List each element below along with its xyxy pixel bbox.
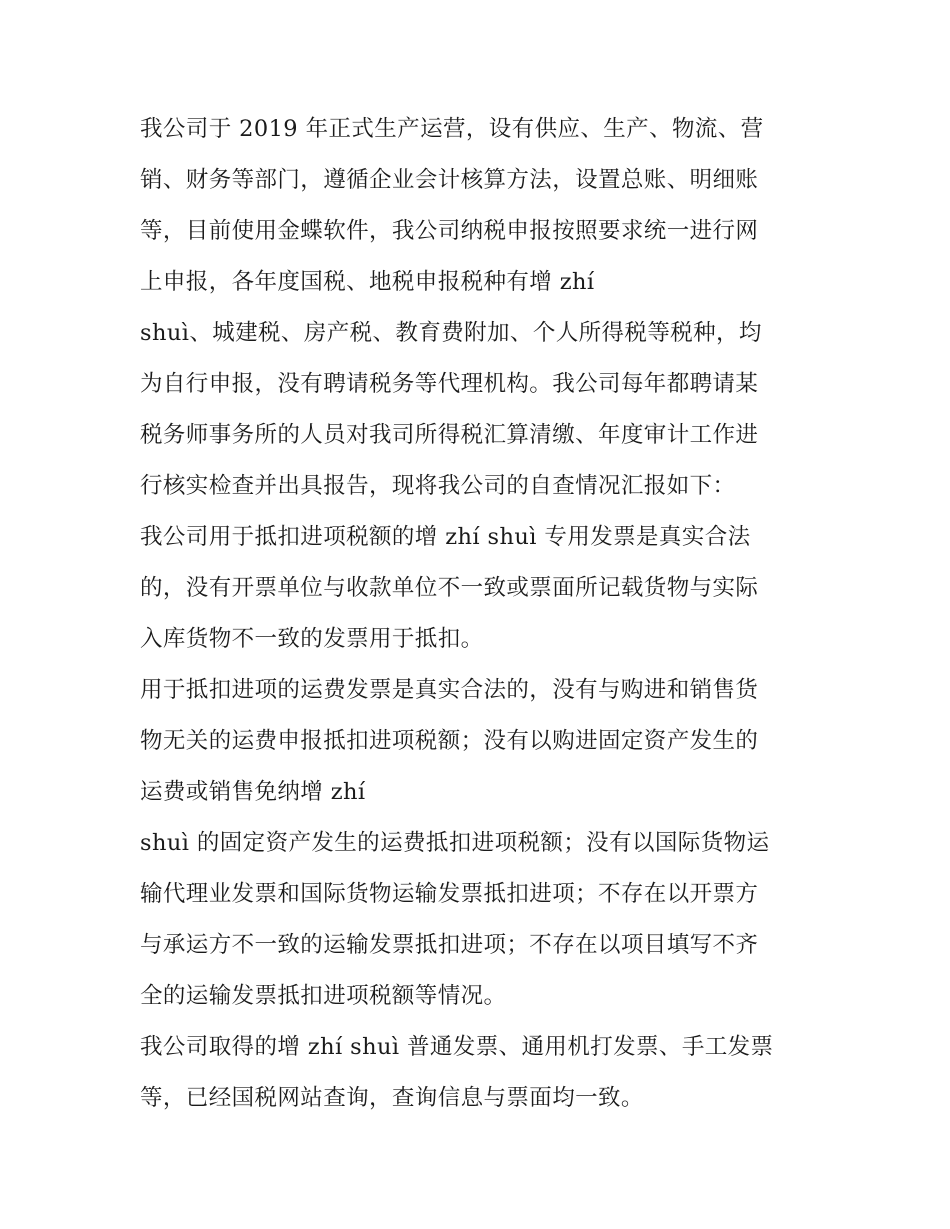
text-line: 运费或销售免纳增 zhí [140, 779, 366, 805]
text-line: shuì、城建税、房产税、教育费附加、个人所得税等税种，均 [140, 320, 762, 346]
text-line: 用于抵扣进项的运费发票是真实合法的，没有与购进和销售货 [140, 677, 759, 703]
text-line: 等，已经国税网站查询，查询信息与票面均一致。 [140, 1085, 644, 1111]
text-line: 入库货物不一致的发票用于抵扣。 [140, 626, 484, 652]
text-line: 的，没有开票单位与收款单位不一致或票面所记载货物与实际 [140, 575, 759, 601]
text-line: 为自行申报，没有聘请税务等代理机构。我公司每年都聘请某 [140, 371, 759, 397]
text-line: 物无关的运费申报抵扣进项税额；没有以购进固定资产发生的 [140, 728, 759, 754]
text-line: 全的运输发票抵扣进项税额等情况。 [140, 983, 507, 1009]
text-line: 税务师事务所的人员对我司所得税汇算清缴、年度审计工作进 [140, 422, 759, 448]
text-line: 与承运方不一致的运输发票抵扣进项；不存在以项目填写不齐 [140, 932, 759, 958]
text-line: 我公司取得的增 zhí shuì 普通发票、通用机打发票、手工发票 [140, 1034, 774, 1060]
text-line: 上申报，各年度国税、地税申报税种有增 zhí [140, 269, 595, 295]
text-line: 我公司用于抵扣进项税额的增 zhí shuì 专用发票是真实合法 [140, 524, 751, 550]
text-line: 行核实检查并出具报告，现将我公司的自查情况汇报如下： [140, 473, 736, 499]
text-line: 我公司于 2019 年正式生产运营，设有供应、生产、物流、营 [140, 116, 764, 142]
text-line: shuì 的固定资产发生的运费抵扣进项税额；没有以国际货物运 [140, 830, 770, 856]
text-line: 等，目前使用金蝶软件，我公司纳税申报按照要求统一进行网 [140, 218, 759, 244]
document-body [140, 104, 820, 1124]
text-line: 销、财务等部门，遵循企业会计核算方法，设置总账、明细账 [140, 167, 759, 193]
text-line: 输代理业发票和国际货物运输发票抵扣进项；不存在以开票方 [140, 881, 759, 907]
